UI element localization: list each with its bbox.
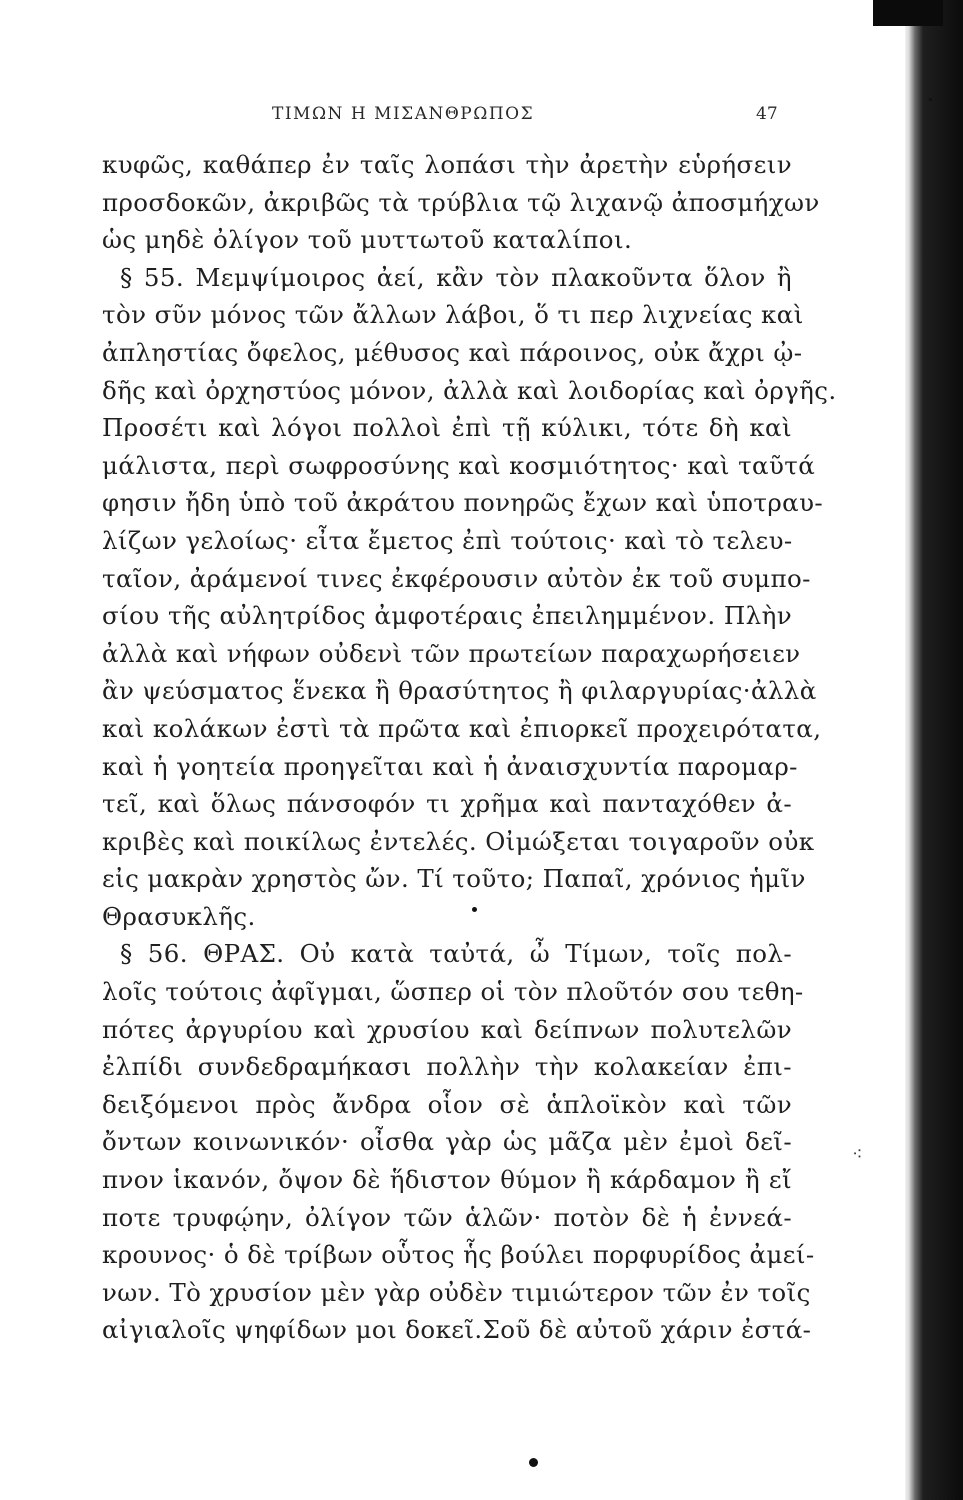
text-line: προσδοκῶν, ἀκριβῶς τὰ τρύβλια τῷ λιχανῷ ἀποσμήχων bbox=[102, 187, 820, 217]
text-line: ἂν ψεύσματος ἕνεκα ἢ θρασύτητος ἢ φιλαργυρίας·ἀλλὰ bbox=[102, 676, 817, 706]
page-number: 47 bbox=[756, 104, 778, 124]
running-title: ΤΙΜΩΝ Η ΜΙΣΑΝΘΡΩΠΟΣ bbox=[272, 104, 535, 124]
text-line: κυφῶς, καθάπερ ἐν ταῖς λοπάσι τὴν ἀρετὴν εὑρήσειν bbox=[102, 150, 792, 179]
text-line: § 55. Μεμψίμοιρος ἀεί, κἂν τὸν πλακοῦντα ὅλον ἢ bbox=[120, 262, 792, 292]
text-line: § 56. ΘΡΑΣ. Οὐ κατὰ ταὐτά, ὦ Τίμων, τοῖς πολ- bbox=[120, 939, 792, 969]
text-line: αἰγιαλοῖς ψηφίδων μοι δοκεῖ.Σοῦ δὲ αὐτοῦ χάριν ἐστά- bbox=[102, 1315, 812, 1345]
scanner-edge-top bbox=[873, 0, 943, 26]
text-line: Προσέτι καὶ λόγοι πολλοὶ ἐπὶ τῇ κύλικι, τότε δὴ καὶ bbox=[102, 413, 792, 443]
body-text bbox=[102, 146, 837, 1349]
text-line: τὸν σῦν μόνος τῶν ἄλλων λάβοι, ὅ τι περ λιχνείας καὶ bbox=[102, 300, 804, 330]
text-line: πότες ἀργυρίου καὶ χρυσίου καὶ δείπνων πολυτελῶν bbox=[102, 1014, 792, 1044]
text-line: ὄντων κοινωνικόν· οἶσθα γὰρ ὡς μᾶζα μὲν ἐμοὶ δεῖ- bbox=[102, 1127, 792, 1157]
text-line: ποτε τρυφῴην, ὀλίγον τῶν ἁλῶν· ποτὸν δὲ ἡ ἐννεά- bbox=[102, 1202, 792, 1232]
text-line: ἀπληστίας ὄφελος, μέθυσος καὶ πάροινος, οὐκ ἄχρι ᾠ- bbox=[102, 337, 803, 367]
text-line: δῆς καὶ ὀρχηστύος μόνον, ἀλλὰ καὶ λοιδορίας καὶ ὀργῆς. bbox=[102, 375, 837, 405]
text-line: δειξόμενοι πρὸς ἄνδρα οἷον σὲ ἁπλοϊκὸν καὶ τῶν bbox=[102, 1089, 792, 1119]
text-line: ἀλλὰ καὶ νήφων οὐδενὶ τῶν πρωτείων παραχωρήσειεν bbox=[102, 638, 801, 668]
text-line: καὶ κολάκων ἐστὶ τὰ πρῶτα καὶ ἐπιορκεῖ προχειρότατα, bbox=[102, 713, 822, 743]
text-line: Θρασυκλῆς. bbox=[102, 901, 256, 931]
text-line: ἐλπίδι συνδεδραμήκασι πολλὴν τὴν κολακείαν ἐπι- bbox=[102, 1052, 792, 1082]
scanner-edge bbox=[905, 0, 963, 1500]
ink-speck bbox=[529, 1458, 538, 1467]
text-line: πνον ἱκανόν, ὄψον δὲ ἥδιστον θύμον ἢ κάρδαμον ἢ εἴ bbox=[102, 1165, 792, 1195]
ink-speck bbox=[472, 907, 477, 912]
text-line: κρουνος· ὁ δὲ τρίβων οὗτος ἧς βούλει πορφυρίδος ἀμεί- bbox=[102, 1240, 815, 1270]
ink-speck bbox=[929, 98, 932, 101]
text-line: λοῖς τούτοις ἀφῖγμαι, ὥσπερ οἱ τὸν πλοῦτόν σου τεθη- bbox=[102, 977, 804, 1007]
text-line: φησιν ἤδη ὑπὸ τοῦ ἀκράτου πονηρῶς ἔχων καὶ ὑποτραυ- bbox=[102, 488, 824, 518]
text-line: κριβὲς καὶ ποικίλως ἐντελές. Οἰμώξεται τοιγαροῦν οὐκ bbox=[102, 826, 815, 856]
text-line: καὶ ἡ γοητεία προηγεῖται καὶ ἡ ἀναισχυντία παρομαρ- bbox=[102, 751, 798, 781]
text-line: ὡς μηδὲ ὀλίγον τοῦ μυττωτοῦ καταλίποι. bbox=[102, 225, 633, 255]
text-line: τεῖ, καὶ ὅλως πάνσοφόν τι χρῆμα καὶ πανταχόθεν ἀ- bbox=[102, 789, 792, 819]
text-line: σίου τῆς αὐλητρίδος ἀμφοτέραις ἐπειλημμένον. Πλὴν bbox=[102, 601, 792, 631]
text-line: μάλιστα, περὶ σωφροσύνης καὶ κοσμιότητος· καὶ ταῦτά bbox=[102, 450, 816, 480]
text-line: λίζων γελοίως· εἶτα ἔμετος ἐπὶ τούτοις· καὶ τὸ τελευ- bbox=[102, 525, 793, 555]
margin-mark: ⁖ bbox=[852, 1144, 863, 1165]
text-line: νων. Τὸ χρυσίον μὲν γὰρ οὐδὲν τιμιώτερον τῶν ἐν τοῖς bbox=[102, 1277, 811, 1307]
text-line: εἰς μακρὰν χρηστὸς ὤν. Τί τοῦτο; Παπαῖ, χρόνιος ἡμῖν bbox=[102, 864, 806, 894]
text-line: ταῖον, ἀράμενοί τινες ἐκφέρουσιν αὐτὸν ἐκ τοῦ συμπο- bbox=[102, 563, 811, 593]
